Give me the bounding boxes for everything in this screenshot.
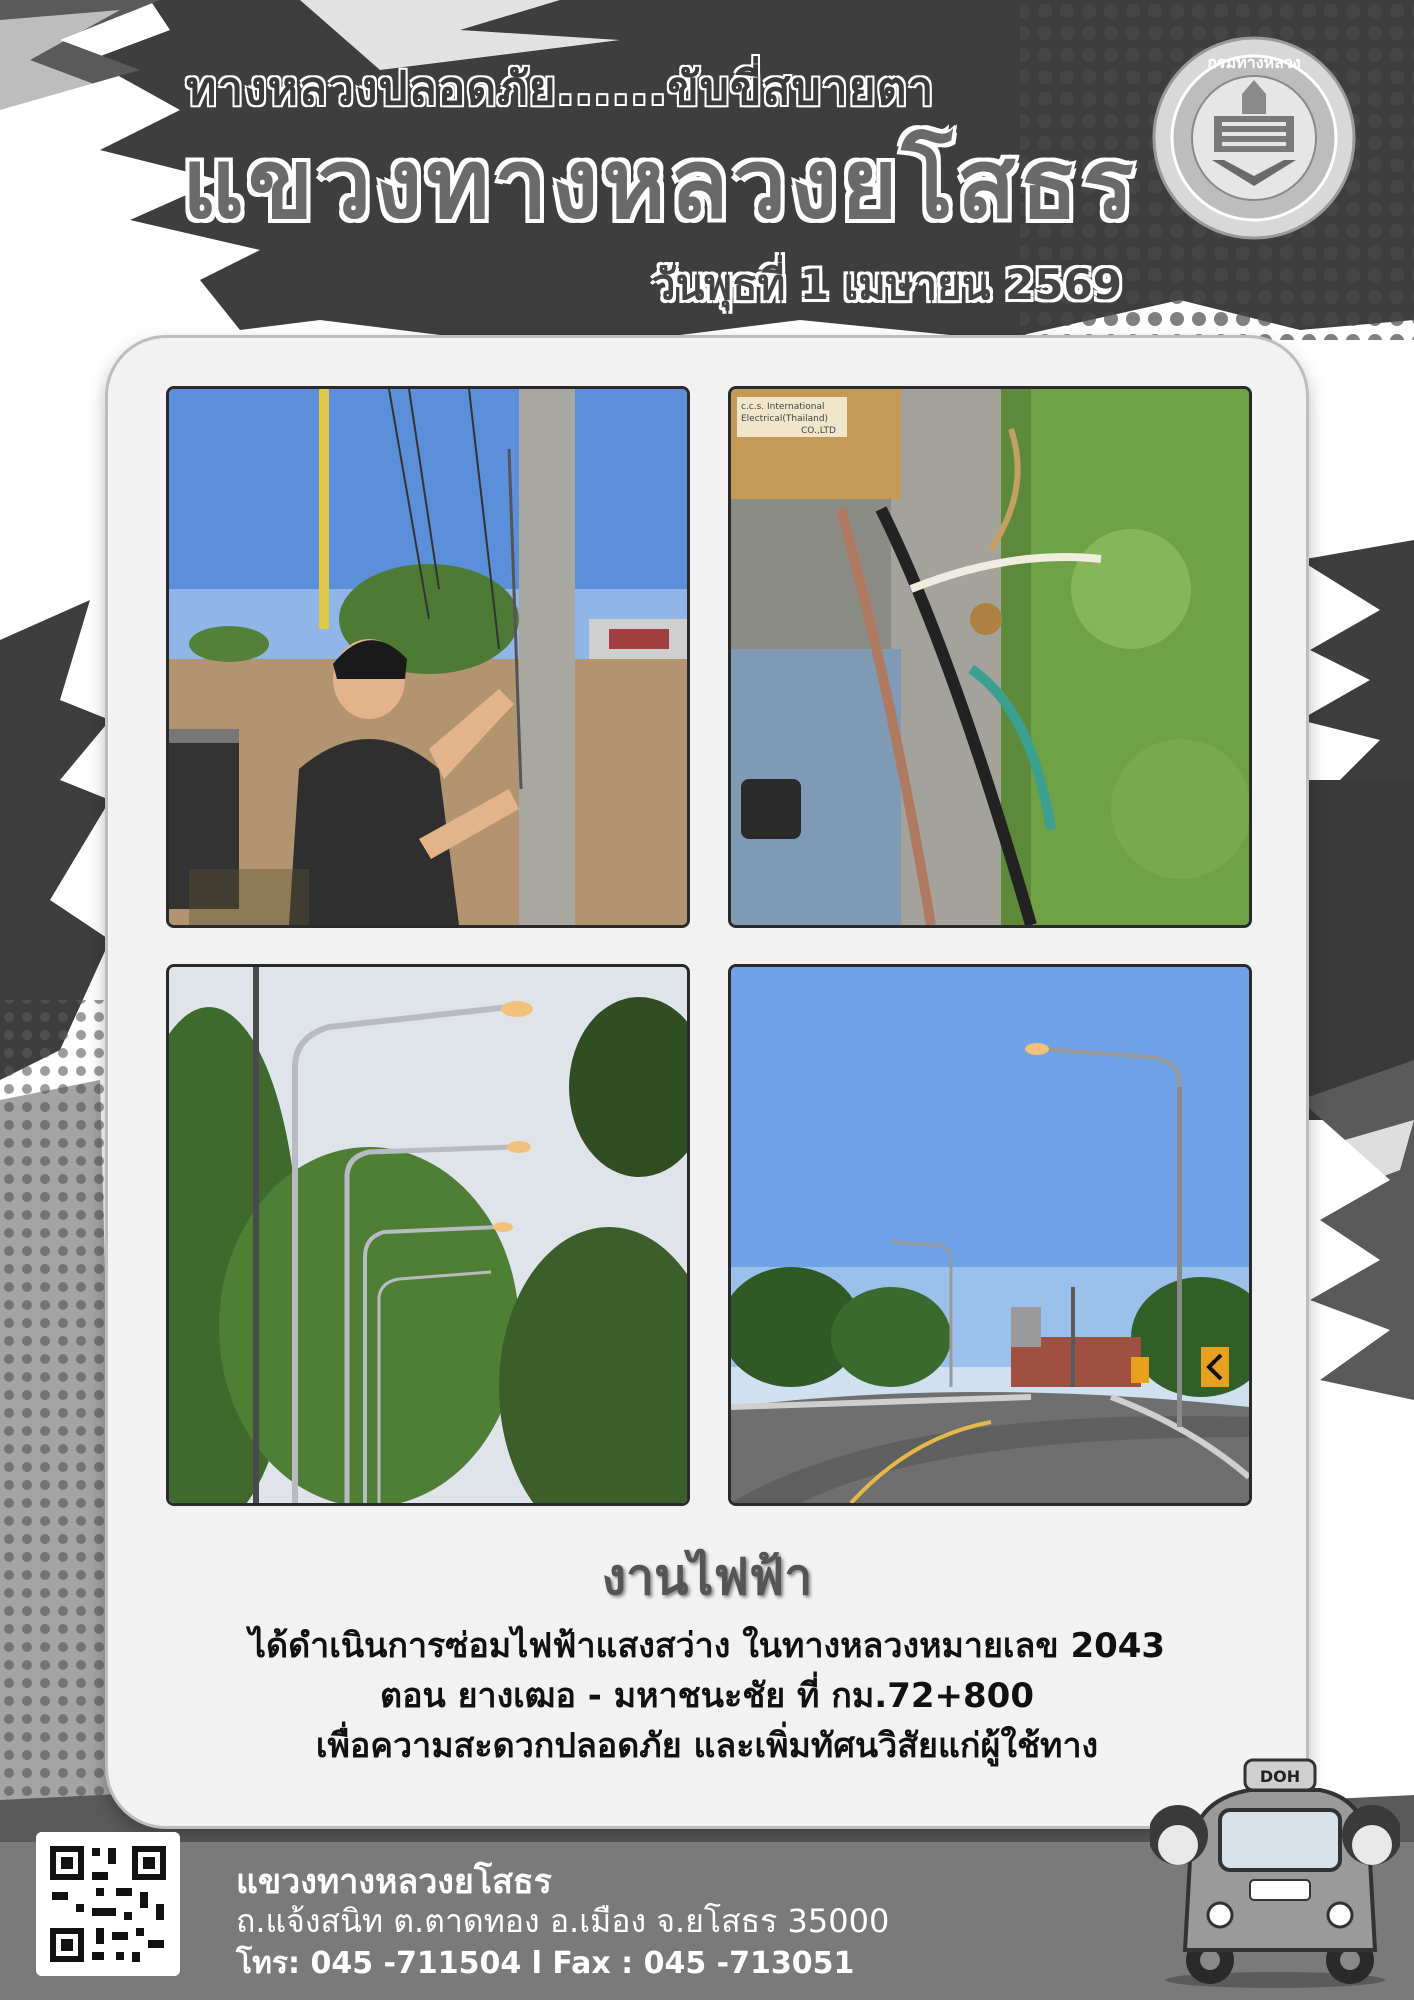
page-title: แขวงทางหลวงยโสธร — [182, 128, 1138, 240]
date-label: วันพุธที่ 1 เมษายน 2569 — [652, 260, 1122, 309]
tuktuk-mascot-icon — [1150, 1740, 1400, 1990]
seal-text: กรมทางหลวง — [1207, 53, 1301, 72]
label-line2: Electrical(Thailand) — [741, 414, 829, 424]
footer-office-name: แขวงทางหลวงยโสธร — [236, 1862, 552, 1902]
work-description-line-3: เพื่อความสะดวกปลอดภัย และเพิ่มทัศนวิสัยแก่ผู้ใช้ทาง — [315, 1726, 1099, 1766]
work-title: งานไฟฟ้า — [601, 1548, 813, 1606]
footer-phone: โทร: 045 -711504 l Fax : 045 -713051 — [236, 1946, 855, 1981]
department-seal-icon — [1152, 36, 1356, 240]
work-description-line-1: ได้ดำเนินการซ่อมไฟฟ้าแสงสว่าง ในทางหลวงหมายเลข 2043 — [248, 1626, 1166, 1666]
photo-worker-repairing — [166, 386, 690, 928]
work-description-line-2: ตอน ยางเฒอ - มหาชนะชัย ที่ กม.72+800 — [379, 1676, 1034, 1716]
footer-address: ถ.แจ้งสนิท ต.ตาดทอง อ.เมือง จ.ยโสธร 35000 — [236, 1902, 890, 1940]
label-line3: CO.,LTD — [801, 426, 836, 436]
qr-code-icon[interactable] — [36, 1832, 180, 1976]
photo-wiring-closeup — [728, 386, 1252, 928]
label-line1: c.c.s. International — [741, 402, 825, 412]
tagline: ทางหลวงปลอดภัย......ขับขี่สบายตา — [186, 61, 935, 115]
photo-streetlights-trees — [166, 964, 690, 1506]
photo-road-streetlight — [728, 964, 1252, 1506]
mascot-text: DOH — [1259, 1767, 1301, 1786]
